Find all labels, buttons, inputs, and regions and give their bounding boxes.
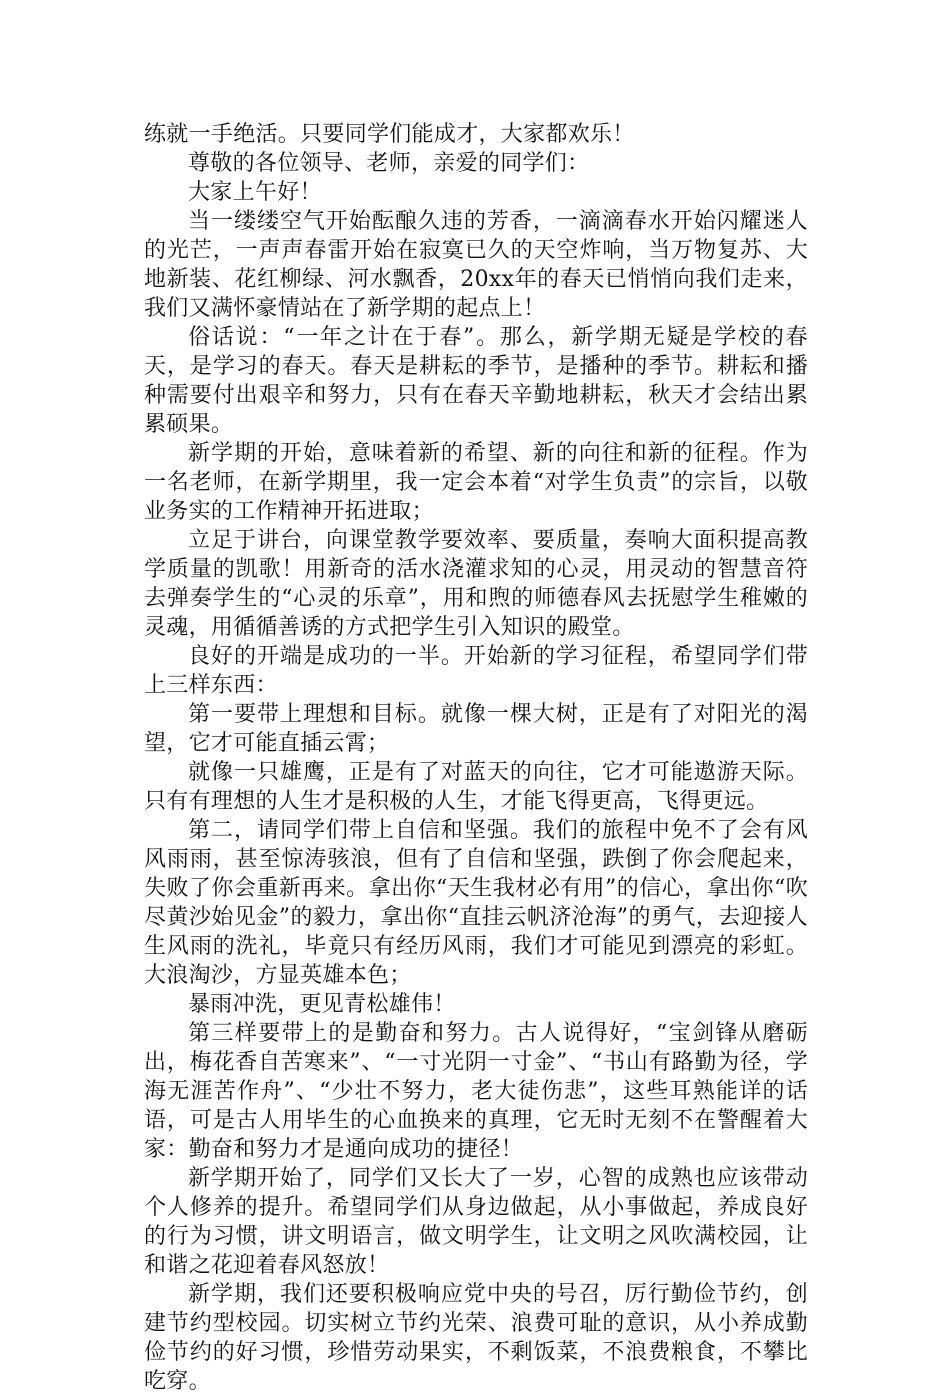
paragraph: 新学期的开始，意味着新的希望、新的向往和新的征程。作为一名老师，在新学期里，我一定会本着“对学生负责”的宗旨，以敬业务实的工作精神开拓进取； [144,441,808,524]
document-body [144,120,808,1396]
paragraph: 新学期开始了，同学们又长大了一岁，心智的成熟也应该带动个人修养的提升。希望同学们从身边做起，从小事做起，养成良好的行为习惯，讲文明语言，做文明学生，让文明之风吹满校园，让和谐之花迎着春风怒放！ [144,1166,808,1278]
paragraph: 良好的开端是成功的一半。开始新的学习征程，希望同学们带上三样东西： [144,644,808,698]
paragraph: 立足于讲台，向课堂教学要效率、要质量，奏响大面积提高教学质量的凯歌！用新奇的活水浇灌求知的心灵，用灵动的智慧音符去弹奏学生的“心灵的乐章”，用和煦的师德春风去抚慰学生稚嫩的灵魂，用循循善诱的方式把学生引入知识的殿堂。 [144,528,808,640]
paragraph: 第三样要带上的是勤奋和努力。古人说得好，“宝剑锋从磨砺出，梅花香自苦寒来”、“一寸光阴一寸金”、“书山有路勤为径，学海无涯苦作舟”、“少壮不努力，老大徒伤悲”，这些耳熟能详的话语，可是古人用毕生的心血换来的真理，它无时无刻不在警醒着大家：勤奋和努力才是通向成功的捷径！ [144,1021,808,1162]
paragraph-continuation: 练就一手绝活。只要同学们能成才，大家都欢乐！ [144,122,635,147]
paragraph: 当一缕缕空气开始酝酿久违的芳香，一滴滴春水开始闪耀迷人的光芒，一声声春雷开始在寂寞已久的天空炸响，当万物复苏、大地新装、花红柳绿、河水飘香，20xx年的春天已悄悄向我们走来，我们又满怀豪情站在了新学期的起点上！ [144,209,808,321]
paragraph: 新学期，我们还要积极响应党中央的号召，厉行勤俭节约，创建节约型校园。切实树立节约光荣、浪费可耻的意识，从小养成勤俭节约的好习惯，珍惜劳动果实，不剩饭菜，不浪费粮食，不攀比吃穿。 [144,1282,808,1394]
paragraph: 第一要带上理想和目标。就像一棵大树，正是有了对阳光的渴望，它才可能直插云霄； [144,702,808,756]
paragraph: 暴雨冲洗，更见青松雄伟！ [188,992,456,1017]
paragraph: 就像一只雄鹰，正是有了对蓝天的向往，它才可能遨游天际。只有有理想的人生才是积极的人生，才能飞得更高，飞得更远。 [144,760,808,814]
paragraph: 第二，请同学们带上自信和坚强。我们的旅程中免不了会有风风雨雨，甚至惊涛骇浪，但有了自信和坚强，跌倒了你会爬起来，失败了你会重新再来。拿出你“天生我材必有用”的信心，拿出你“吹尽黄沙始见金”的毅力，拿出你“直挂云帆济沧海”的勇气，去迎接人生风雨的洗礼，毕竟只有经历风雨，我们才可能见到漂亮的彩虹。大浪淘沙，方显英雄本色； [144,818,808,988]
paragraph: 俗话说：“一年之计在于春”。那么，新学期无疑是学校的春天，是学习的春天。春天是耕耘的季节，是播种的季节。耕耘和播种需要付出艰辛和努力，只有在春天辛勤地耕耘，秋天才会结出累累硕果。 [144,325,808,437]
paragraph-salutation: 尊敬的各位领导、老师，亲爱的同学们： [188,151,590,176]
paragraph-greeting: 大家上午好！ [188,180,322,205]
